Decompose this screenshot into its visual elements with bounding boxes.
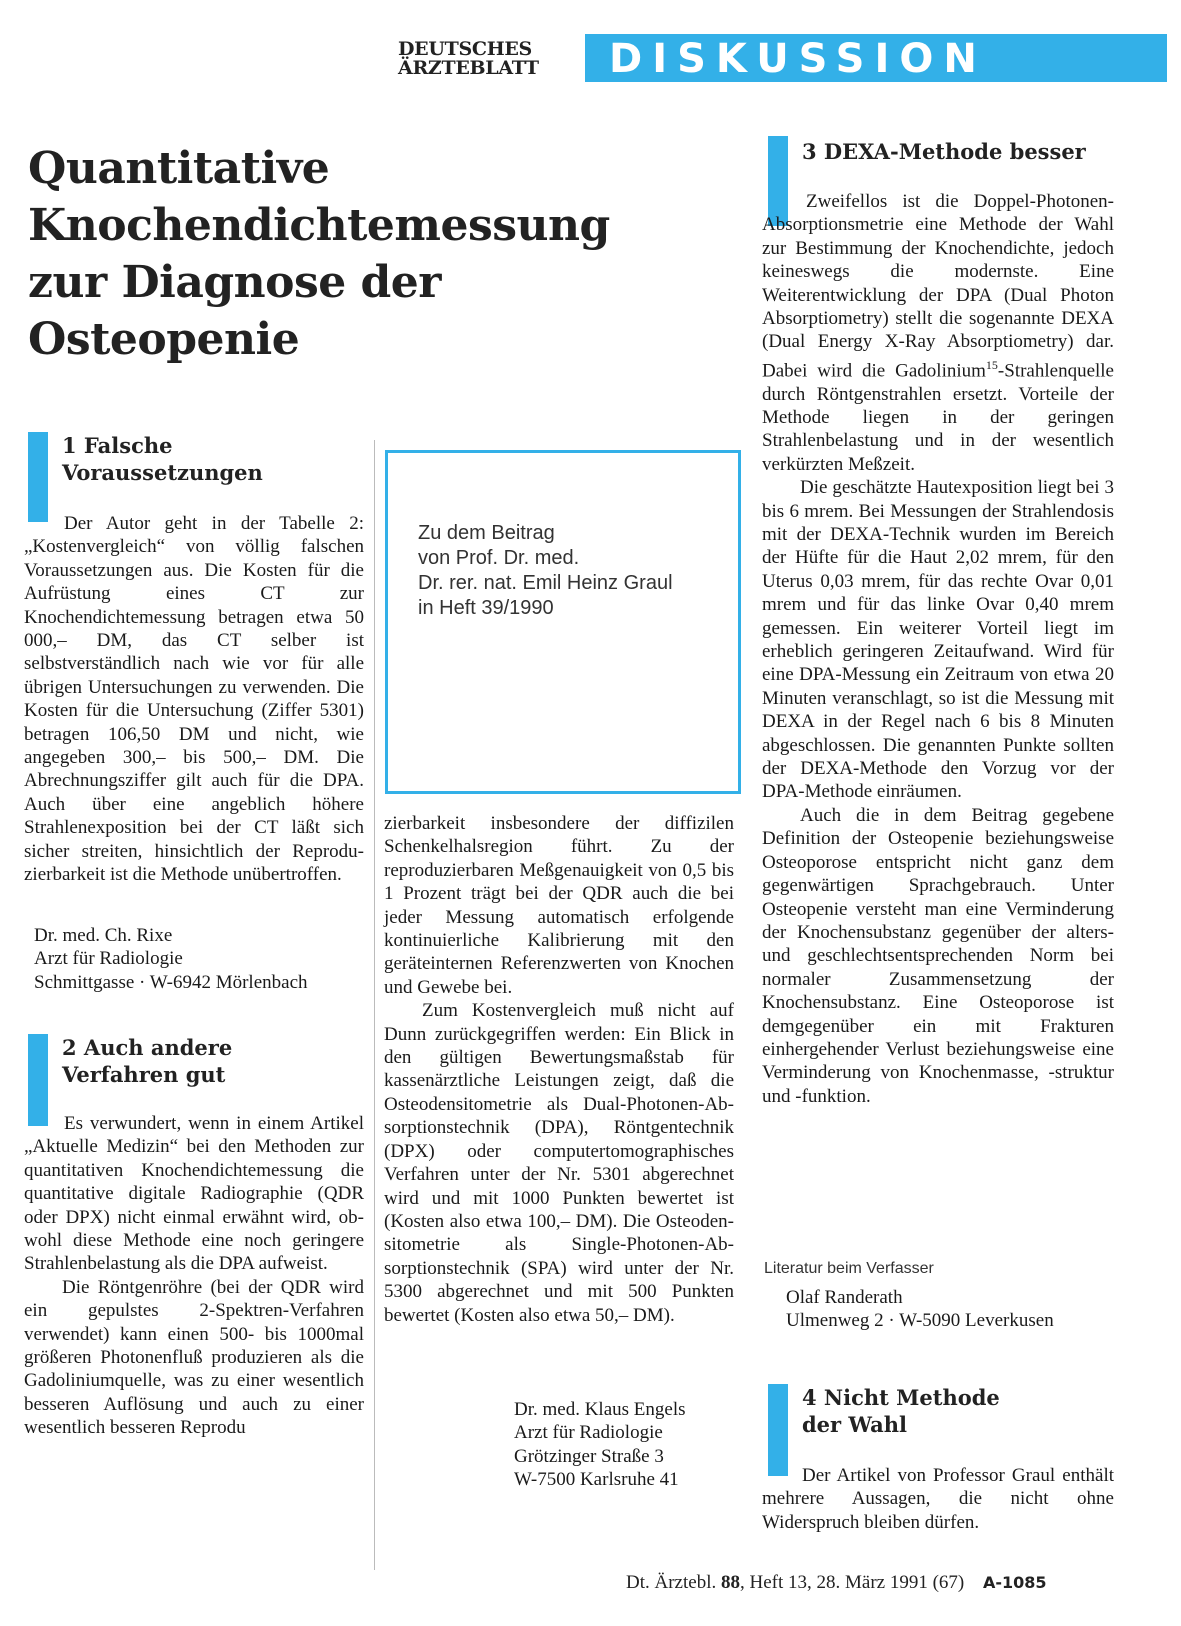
section-1-body (24, 512, 364, 887)
section-3-title: 3 DEXA-Methode besser (802, 139, 1086, 164)
section-3-paragraph (762, 190, 1114, 476)
article-title (28, 140, 708, 368)
signature-line: W-7500 Karlsruhe 41 (514, 1469, 679, 1491)
signature-line: Grötzinger Straße 3 (514, 1445, 664, 1467)
section-2-paragraph: Zum Kostenvergleich muß nicht auf Dunn zurückgegriffen werden: Ein Blick in den gültigen Bewertungsmaßstab für kassenärztliche Leistungen zeigt, daß die Osteodensitometrie als Dual-Photonen-Absorptionstechnik (DPA), Röntgentechnik (DPX) oder computertomographisches Verfahren unter der Nr. 5301 abgerechnet wird und mit 1000 Punkten bewertet ist (Kosten also etwa 100,– DM). Die Osteodensitometrie als Single-Photonen-Absorptionstechnik (SPA) wird unter der Nr. 5300 abgerechnet und mit 500 Punkten bewertet (Kosten also etwa 50,– DM). (384, 1000, 734, 1326)
title-line-2: Knochendichtemessung (28, 200, 610, 251)
signature-line: Arzt für Radiologie (34, 948, 183, 970)
title-line-4: Osteopenie (28, 314, 300, 365)
section-1-title-line-2: Voraussetzungen (62, 460, 263, 485)
masthead-line-2: ÄRZTEBLATT (398, 57, 539, 79)
signature-line: Dr. med. Klaus Engels (514, 1399, 686, 1420)
section-1-heading (28, 432, 368, 522)
reference-box (385, 450, 741, 794)
section-4-paragraph: Der Artikel von Professor Graul enthält mehrere Aussagen, die nicht ohne Widerspruch bleiben dürfen. (762, 1465, 1114, 1533)
signature-line: Ulmenweg 2 · W-5090 Leverkusen (786, 1310, 1054, 1332)
section-2-paragraph: Die Röntgenröhre (bei der QDR wird ein gepulstes 2-Spektren-Verfahren verwendet) kann einen 500- bis 1000mal größeren Photonenfluß produzieren als die Gadoliniumquelle, was zu einer wesentlich besseren Auflösung und auch zu einer wesentlich besseren Reprodu (24, 1276, 364, 1439)
column-divider (374, 440, 375, 1570)
reference-line: in Heft 39/1990 (418, 597, 554, 619)
section-1-paragraph: Der Autor geht in der Tabelle 2: „Kostenvergleich“ von völlig falschen Voraussetzungen aus. Die Kosten für die Aufrüstung eines CT zur Knochendichtemessung betragen etwa 50 000,– DM, das CT selber ist selbstverständlich nach wie vor für alle übrigen Untersuchungen zu verwenden. Die Kosten für die Untersuchung (Ziffer 5301) betragen 106,50 DM und nicht, wie angegeben 300,– bis 500,– DM. Die Abrechnungsziffer gilt auch für die DPA. Auch über eine angeblich höhere Strahlenexposition bei der CT läßt sich sicher streiten, hinsichtlich der Reproduzierbarkeit ist die Methode unübertroffen. (24, 513, 364, 886)
section-2-paragraph: Es verwundert, wenn in einem Artikel „Aktuelle Medizin“ bei den Methoden zur quantitativen Knochendichtemessung die quantitative digitale Radiographie (QDR oder DPX) nicht einmal erwähnt wird, obwohl diese Methode eine noch geringere Strahlenbelastung als die DPA aufweist. (24, 1113, 364, 1275)
footnote-reference: 15 (985, 357, 998, 372)
section-4-title-line-2: der Wahl (802, 1412, 908, 1437)
signature-line: Arzt für Radiologie (514, 1422, 663, 1444)
section-4-title-line-1: 4 Nicht Methode (802, 1385, 1000, 1410)
volume-number: 88 (720, 1572, 740, 1593)
section-3-signature (786, 1286, 1054, 1333)
section-4-body (762, 1464, 1114, 1534)
literature-note: Literatur beim Verfasser (764, 1260, 934, 1277)
section-2-body-column-1 (24, 1112, 364, 1440)
title-line-3: zur Diagnose der (28, 257, 441, 308)
page-footer (626, 1572, 1047, 1594)
signature-line: Olaf Randerath (786, 1287, 903, 1308)
signature-line: Schmittgasse · W-6942 Mörlenbach (34, 971, 308, 993)
section-3-text: Zweifellos ist die Doppel-Photonen-Absorptionsmetrie eine Methode der Wahl zur Bestimmung der Knochendichte, jedoch keineswegs die modernste. Eine Weiterentwicklung der DPA (Dual Photon Absorptiometry) stellt die sogenannte DEXA (Dual Energy X-Ray Absorptiometry) dar. Dabei wird die Gadolinium (762, 191, 1114, 382)
section-2-signature (514, 1398, 686, 1492)
section-3-body (762, 190, 1114, 1108)
section-4-heading (768, 1384, 1118, 1476)
reference-line: von Prof. Dr. med. (418, 547, 580, 569)
section-label: DISKUSSION (609, 36, 987, 82)
section-3-paragraph: Die geschätzte Hautexposition liegt bei 3 bis 6 mrem. Bei Messungen der Strahlendosis mit der DEXA-Technik wurden im Bereich der Hüfte für die Haut 2,02 mrem, für den Uterus 0,03 mrem, für das rechte Ovar 0,01 mrem und für das linke Ovar 0,40 mrem gemessen. Ein weiterer Vorteil liegt im erheblich geringeren Zeitaufwand. Wird für eine DPA-Messung ein Zeitraum von etwa 20 Minuten veranschlagt, so ist die Messung mit DEXA in der Regel nach 6 bis 8 Minuten abgeschlossen. Die genannten Punkte sollten der DEXA-Methode den Vorzug vor der DPA-Methode einräumen. (762, 477, 1114, 803)
section-banner (585, 34, 1167, 82)
section-marker (28, 432, 48, 522)
section-1-signature (34, 924, 308, 994)
section-marker (768, 1384, 788, 1476)
reference-line: Zu dem Beitrag (418, 522, 555, 544)
reference-line: Dr. rer. nat. Emil Heinz Graul (418, 572, 673, 594)
masthead-line-1: DEUTSCHES (398, 38, 532, 60)
section-2-body-column-2 (384, 812, 734, 1327)
section-2-paragraph: zierbarkeit insbesondere der diffizilen Schenkelhalsregion führt. Zu der reproduzierbaren Meßgenauigkeit von 0,5 bis 1 Prozent trägt bei der QDR auch die bei jeder Messung automatisch erfolgende kontinuierliche Kalibrierung mit den geräteinternen Referenzwerten von Knochen und Gewebe bei. (384, 813, 734, 998)
section-1-title-line-1: 1 Falsche (62, 433, 173, 458)
section-2-title-line-2: Verfahren gut (62, 1062, 226, 1087)
journal-name: Dt. Ärztebl. (626, 1572, 717, 1593)
masthead (398, 40, 570, 78)
section-3-paragraph: Auch die in dem Beitrag gegebene Definition der Osteopenie beziehungsweise Osteoporose entspricht nicht ganz dem gegenwärtigen Sprachgebrauch. Unter Osteopenie versteht man eine Verminderung der Knochensubstanz gegenüber der alters- und geschlechtsentsprechenden Norm bei normaler Zusammensetzung der Knochensubstanz. Eine Osteoporose ist demgegenüber ein mit Frakturen einhergehender Verlust beziehungsweise eine Verminderung von Knochenmasse, -struktur und -funktion. (762, 804, 1114, 1107)
signature-line: Dr. med. Ch. Rixe (34, 925, 173, 946)
title-line-1: Quantitative (28, 143, 330, 194)
issue-date: , Heft 13, 28. März 1991 (67) (739, 1572, 965, 1593)
section-2-title-line-1: 2 Auch andere (62, 1035, 233, 1060)
page-number: A-1085 (983, 1573, 1047, 1592)
reference-text (418, 521, 673, 621)
section-3-text: -Strahlenquelle durch Röntgenstrahlen ersetzt. Vorteile der Methode liegen in der geringen Strahlenbelastung und in der wesentlich verkürzten Meßzeit. (762, 360, 1114, 475)
